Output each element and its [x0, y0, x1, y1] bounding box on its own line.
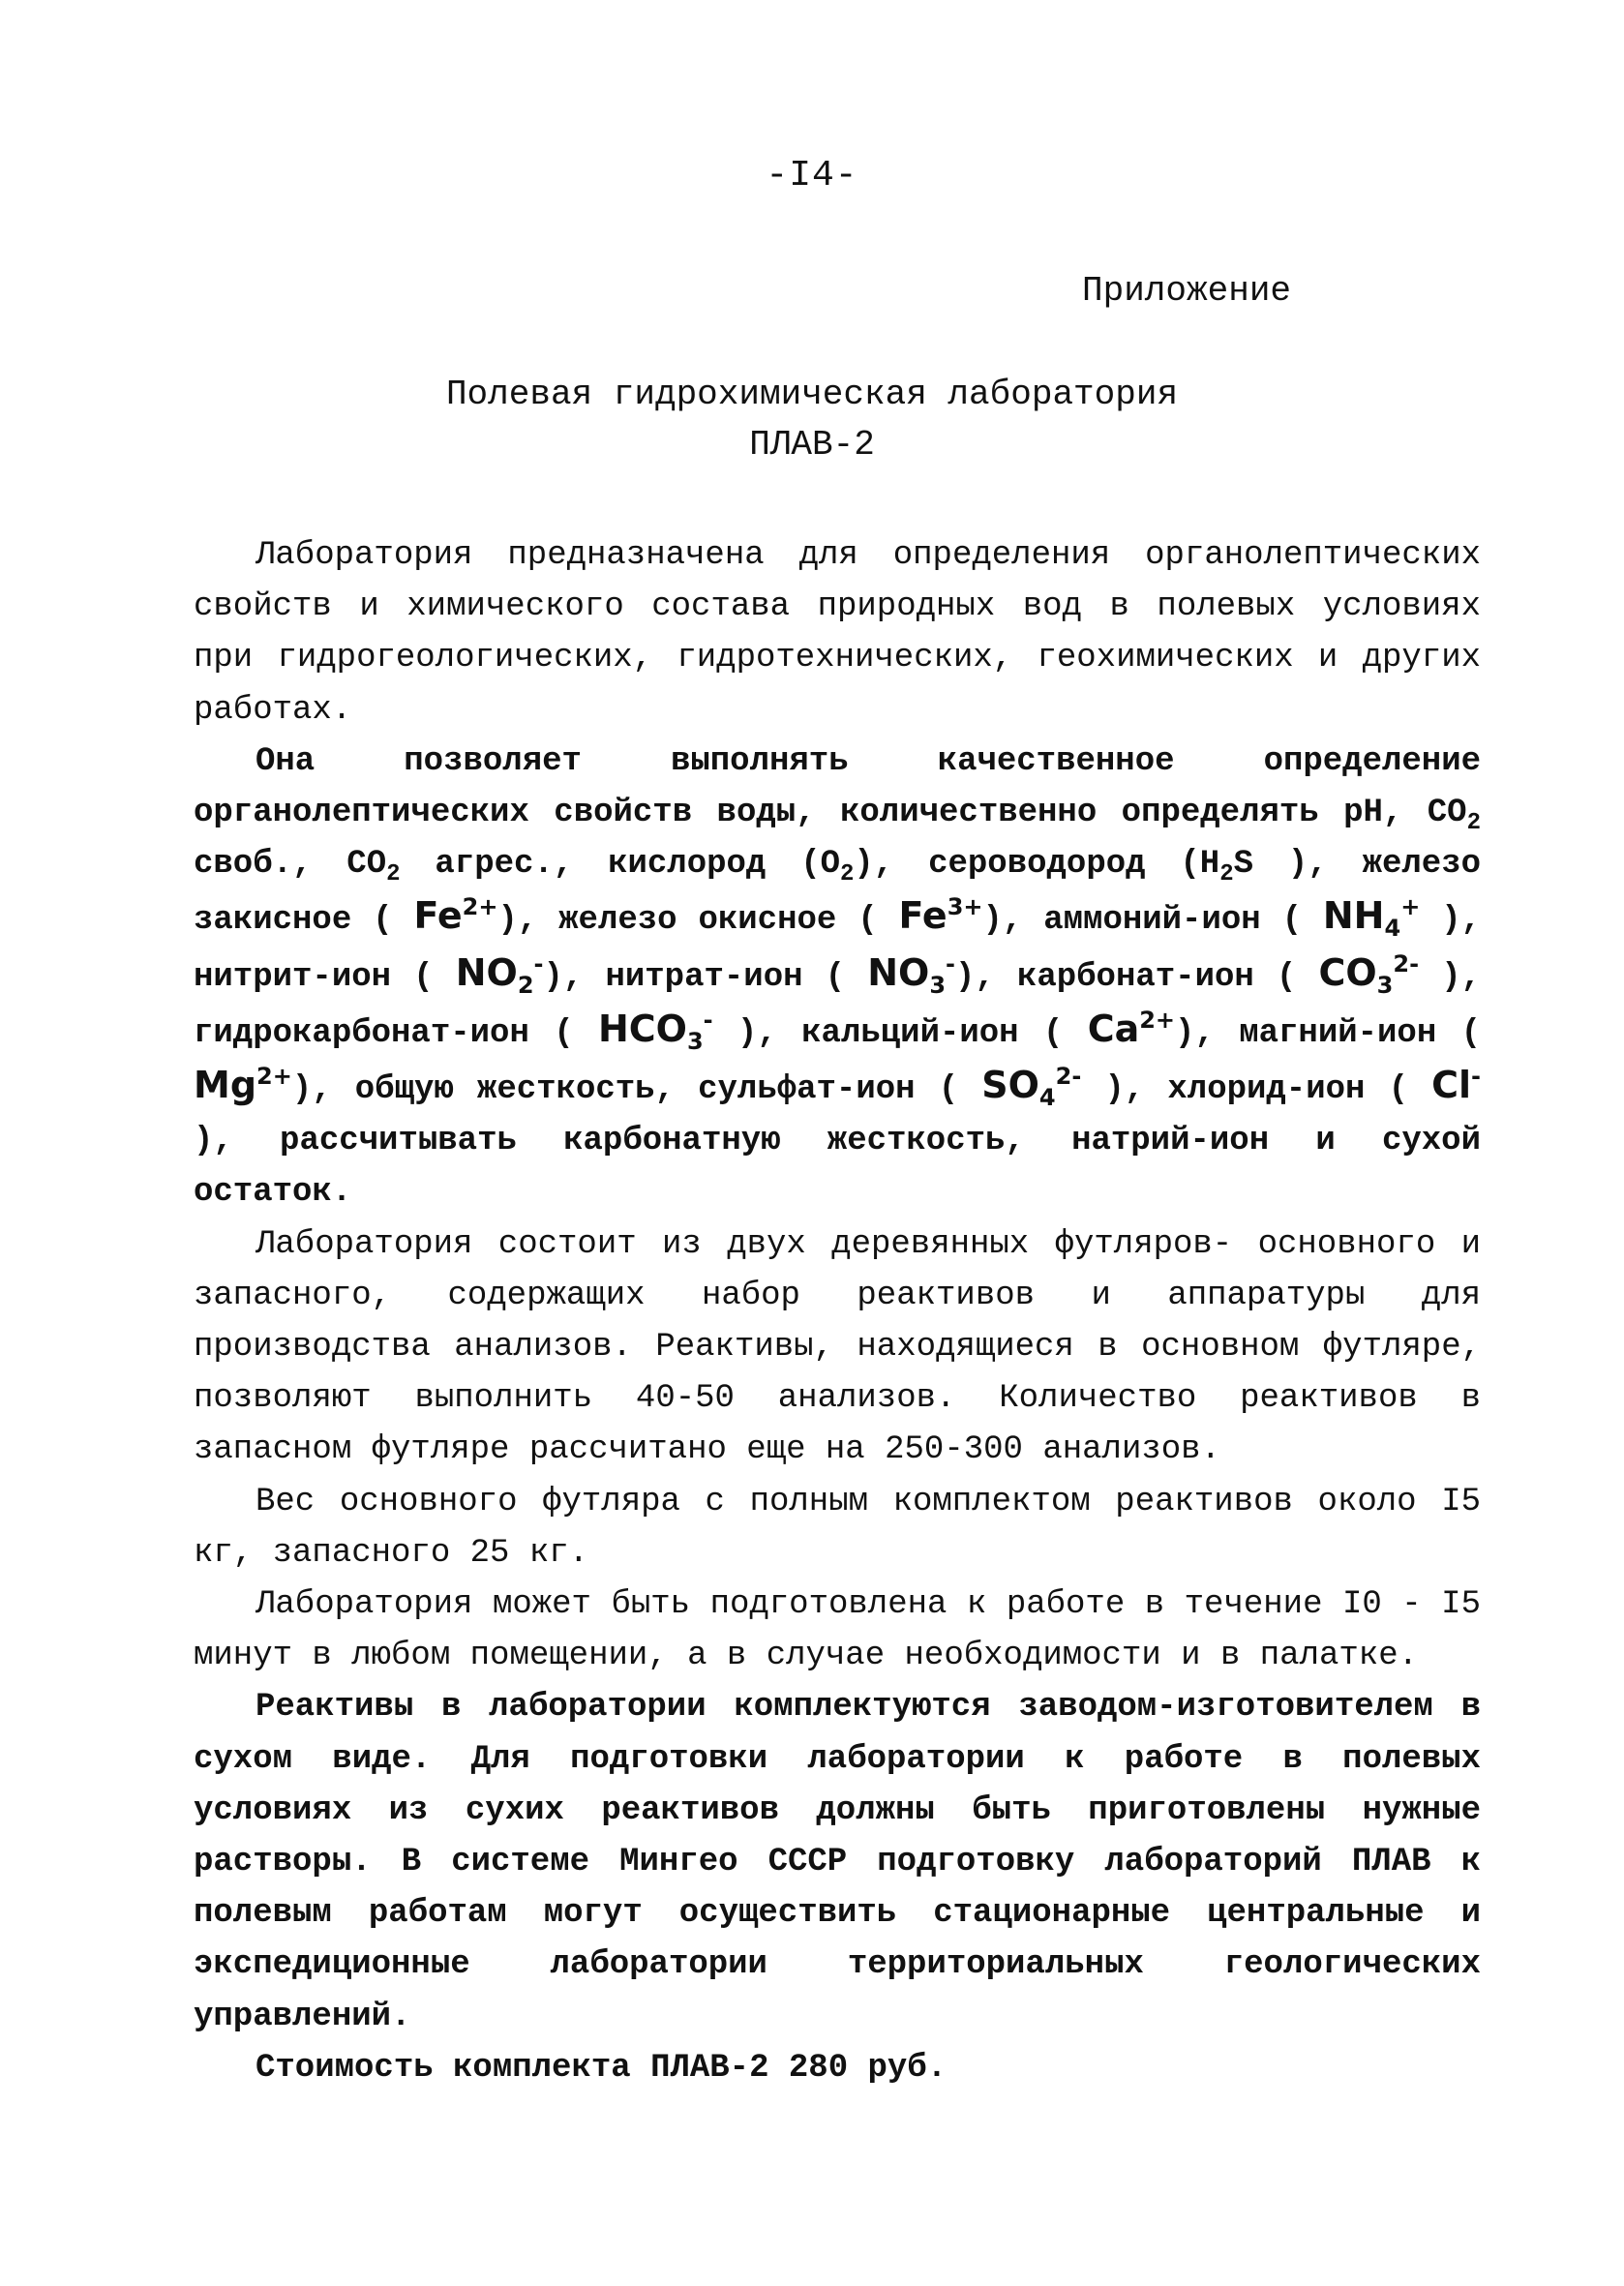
document-title: [0, 370, 1624, 470]
title-line-2: ПЛАВ-2: [749, 425, 875, 465]
paragraph-reagents: Реактивы в лаборатории комплектуются заводом-изготовителем в сухом виде. Для подготовки лаборатории к работе в полевых условиях из сухих реактивов должны быть приготовлены нужные растворы. В системе Мингео СССР подготовку лабораторий ПЛАВ к полевым работам могут осуществить стационарные центральные и экспедиционные лаборатории территориальных геологических управлений.: [194, 1689, 1481, 2035]
text-fragment: ), нитрит-ион (: [194, 902, 1482, 996]
formula-nh4: $NH_4^+$: [1322, 893, 1421, 943]
text-fragment: ), карбонат-ион (: [954, 958, 1319, 996]
formula-hco3: $HCO_3^-$: [597, 1006, 713, 1055]
paragraph-purpose: Лаборатория предназначена для определения органолептических свойств и химического состава природных вод в полевых условиях при гидрогеологических, гидротехнических, геохимических и других работах.: [194, 537, 1481, 729]
formula-fe3: $Fe^{3+}$: [898, 893, 983, 938]
text-fragment: ), рассчитывать карбонатную жесткость, натрий-ион и сухой остаток.: [194, 1123, 1481, 1212]
subscript: 2: [386, 861, 401, 888]
formula-co3: $CO_3^{2-}$: [1318, 949, 1420, 999]
paragraph-setup-time: Лаборатория может быть подготовлена к работе в течение I0 - I5 минут в любом помещении, а в случае необходимости и в палатке.: [194, 1586, 1481, 1675]
text-fragment: своб., СО: [194, 846, 387, 884]
formula-cl: Cl-: [1431, 1063, 1482, 1107]
appendix-label: Приложение: [1082, 271, 1292, 311]
formula-no3: $NO_3^-$: [867, 949, 955, 999]
paragraph-weight: Вес основного футляра с полным комплектом реактивов около I5 кг, запасного 25 кг.: [194, 1483, 1481, 1572]
formula-fe2: $Fe^{2+}$: [413, 893, 498, 938]
text-fragment: ), гидрокарбонат-ион (: [194, 958, 1481, 1052]
text-fragment: ), сероводород (Н: [854, 846, 1220, 884]
text-fragment: ), хлорид-ион (: [1081, 1071, 1432, 1109]
text-fragment: агрес., кислород (О: [400, 846, 840, 884]
title-line-1: Полевая гидрохимическая лаборатория: [445, 375, 1179, 414]
text-fragment: ), железо окисное (: [497, 902, 899, 940]
subscript: 2: [1466, 810, 1481, 837]
formula-ca: $Ca^{2+}$: [1087, 1006, 1176, 1050]
text-fragment: ), аммоний-ион (: [982, 902, 1323, 940]
text-fragment: S ), железо закисное (: [194, 846, 1482, 940]
formula-mg: $Mg^{2+}$: [194, 1063, 292, 1107]
body-text: [194, 530, 1481, 2094]
text-fragment: ), кальций-ион (: [712, 1014, 1088, 1052]
paragraph-composition: Лаборатория состоит из двух деревянных футляров- основного и запасного, содержащих набор реактивов и аппаратуры для производства анализов. Реактивы, находящиеся в основном футляре, позволяют выполнить 40-50 анализов. Количество реактивов в запасном футляре рассчитано еще на 250-300 анализов.: [194, 1225, 1481, 1469]
text-fragment: ), нитрат-ион (: [543, 958, 868, 996]
paragraph-capabilities: [194, 737, 1481, 1219]
text-fragment: ), магний-ион (: [1175, 1014, 1481, 1052]
subscript: 2: [840, 861, 855, 888]
text-fragment: ), общую жесткость, сульфат-ион (: [291, 1071, 982, 1109]
page-number: -I4-: [766, 155, 858, 196]
paragraph-cost: Стоимость комплекта ПЛАВ-2 280 руб.: [256, 2049, 947, 2087]
formula-no2: $NO_2^-$: [455, 949, 544, 999]
text-fragment: Она позволяет выполнять качественное определение органолептических свойств воды, количественно определять рН, СО: [194, 742, 1481, 832]
formula-so4: $SO_4^{2-}$: [981, 1063, 1082, 1112]
subscript: 2: [1219, 861, 1234, 888]
